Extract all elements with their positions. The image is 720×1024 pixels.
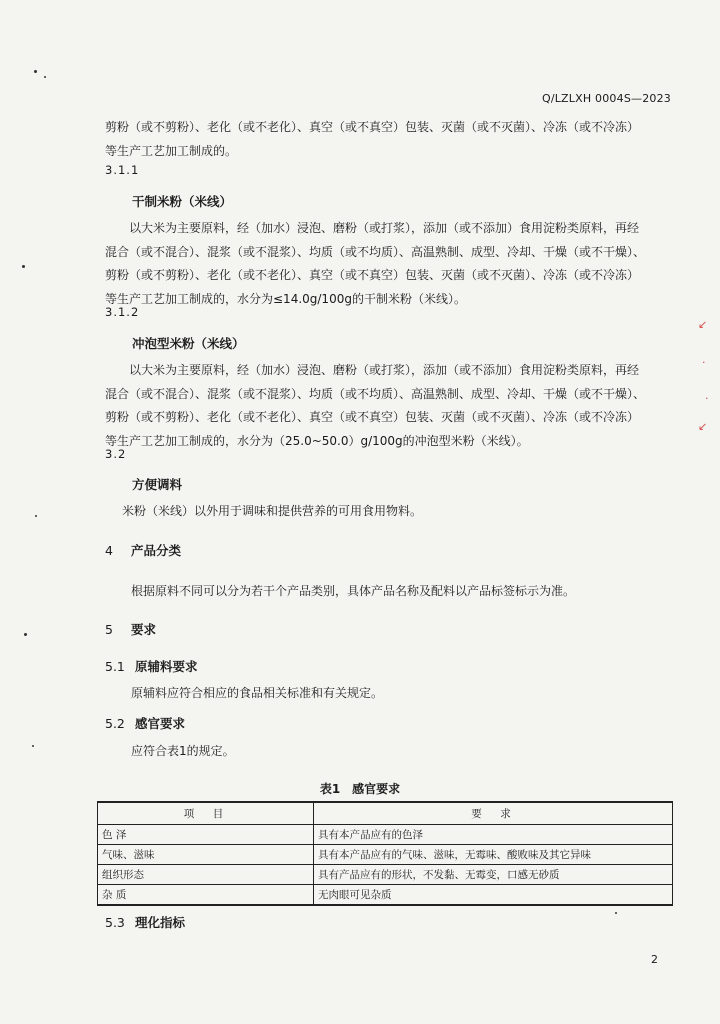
section-5-1-text xyxy=(131,682,703,706)
scan-speck xyxy=(32,745,34,747)
stamp-mark-icon: · xyxy=(702,356,706,369)
section-5-3-heading xyxy=(105,913,185,931)
text-line: 以大米为主要原料，经（加水）浸泡、磨粉（或打浆），添加（或不添加）食用淀粉类原料，再经 xyxy=(129,363,640,377)
table-cell-item: 色 泽 xyxy=(98,825,314,845)
scan-speck xyxy=(44,76,46,78)
section-title-3-1-2: 冲泡型米粉（米线） xyxy=(132,336,245,351)
stamp-mark-icon: ↙ xyxy=(698,420,708,433)
scan-speck xyxy=(22,265,25,268)
document-code: Q/LZLXH 0004S—2023 xyxy=(541,92,671,105)
section-title-5: 要求 xyxy=(131,622,157,637)
section-number-5-2: 5.2 xyxy=(105,716,125,731)
text-line: 剪粉（或不剪粉）、老化（或不老化）、真空（或不真空）包装、灭菌（或不灭菌）、冷冻（或不冷冻） xyxy=(105,120,640,134)
text-line: 米粉（米线）以外用于调味和提供营养的可用食用物料。 xyxy=(122,504,423,518)
scan-speck xyxy=(615,912,617,914)
text-line: 以大米为主要原料，经（加水）浸泡、磨粉（或打浆），添加（或不添加）食用淀粉类原料，再经 xyxy=(129,221,640,235)
table-cell-item: 气味、滋味 xyxy=(98,845,314,865)
text-line: 原辅料应符合相应的食品相关标准和有关规定。 xyxy=(131,686,384,700)
scan-speck xyxy=(34,70,37,73)
section-4-text xyxy=(131,580,703,604)
section-title-3-2: 方便调料 xyxy=(132,477,183,492)
text-line: 根据原料不同可以分为若干个产品类别，具体产品名称及配料以产品标签标示为准。 xyxy=(131,584,576,598)
section-5-1-heading xyxy=(105,657,198,675)
text-line: 剪粉（或不剪粉）、老化（或不老化）、真空（或不真空）包装、灭菌（或不灭菌）、冷冻（或不冷冻） xyxy=(105,268,640,282)
section-number-5: 5 xyxy=(105,622,113,637)
page-number: 2 xyxy=(651,953,658,966)
scan-speck xyxy=(24,633,27,636)
section-title-4: 产品分类 xyxy=(131,543,182,558)
stamp-mark-icon: ↙ xyxy=(698,318,708,331)
section-number-5-3: 5.3 xyxy=(105,915,125,930)
section-title-5-1: 原辅料要求 xyxy=(135,659,198,674)
table-cell-requirement: 具有本产品应有的气味、滋味，无霉味、酸败味及其它异味 xyxy=(314,845,673,865)
table-row xyxy=(98,845,673,865)
table-cell-item: 组织形态 xyxy=(98,865,314,885)
section-number-4: 4 xyxy=(105,543,113,558)
table-header-requirement: 要 求 xyxy=(314,802,673,825)
section-number-5-1: 5.1 xyxy=(105,659,125,674)
table-cell-item: 杂 质 xyxy=(98,885,314,906)
section-4-heading xyxy=(105,541,181,559)
section-3-1-1-paragraph xyxy=(105,217,677,311)
table-row xyxy=(98,825,673,845)
text-line: 等生产工艺加工制成的。 xyxy=(105,143,238,158)
section-5-2-text xyxy=(131,740,703,764)
table-cell-requirement: 具有产品应有的形状，不发黏、无霉变，口感无砂质 xyxy=(314,865,673,885)
table-cell-requirement: 具有本产品应有的色泽 xyxy=(314,825,673,845)
section-3-1-2-paragraph xyxy=(105,359,677,453)
text-line: 混合（或不混合）、混浆（或不混浆）、均质（或不均质）、高温熟制、成型、冷却、干燥（或不干燥）、 xyxy=(105,244,646,259)
text-line: 应符合表1的规定。 xyxy=(131,744,235,758)
table-row xyxy=(98,865,673,885)
scan-speck xyxy=(35,515,37,517)
table-cell-requirement: 无肉眼可见杂质 xyxy=(314,885,673,906)
text-line: 混合（或不混合）、混浆（或不混浆）、均质（或不均质）、高温熟制、成型、冷却、干燥（或不干燥）、 xyxy=(105,386,646,401)
section-number-3-1-2: 3.1.2 xyxy=(105,305,140,319)
table-1-caption: 表1 感官要求 xyxy=(319,782,401,796)
section-5-2-heading xyxy=(105,714,185,732)
text-line: 剪粉（或不剪粉）、老化（或不老化）、真空（或不真空）包装、灭菌（或不灭菌）、冷冻（或不冷冻） xyxy=(105,410,640,424)
table-header-item: 项 目 xyxy=(98,802,314,825)
section-5-heading xyxy=(105,620,156,638)
intro-paragraph xyxy=(105,116,677,163)
section-title-5-2: 感官要求 xyxy=(135,716,186,731)
section-title-5-3: 理化指标 xyxy=(135,915,186,930)
text-line: 等生产工艺加工制成的，水分为（25.0~50.0）g/100g的冲泡型米粉（米线）。 xyxy=(105,433,529,448)
section-number-3-2: 3.2 xyxy=(105,447,127,461)
table-header-row xyxy=(98,802,673,825)
stamp-mark-icon: · xyxy=(705,392,709,405)
sensory-requirements-table xyxy=(97,801,673,906)
section-number-3-1-1: 3.1.1 xyxy=(105,163,140,177)
table-row xyxy=(98,885,673,906)
text-line: 等生产工艺加工制成的，水分为≤14.0g/100g的干制米粉（米线）。 xyxy=(105,291,466,306)
section-3-2-text xyxy=(122,500,694,524)
section-title-3-1-1: 干制米粉（米线） xyxy=(132,194,233,209)
